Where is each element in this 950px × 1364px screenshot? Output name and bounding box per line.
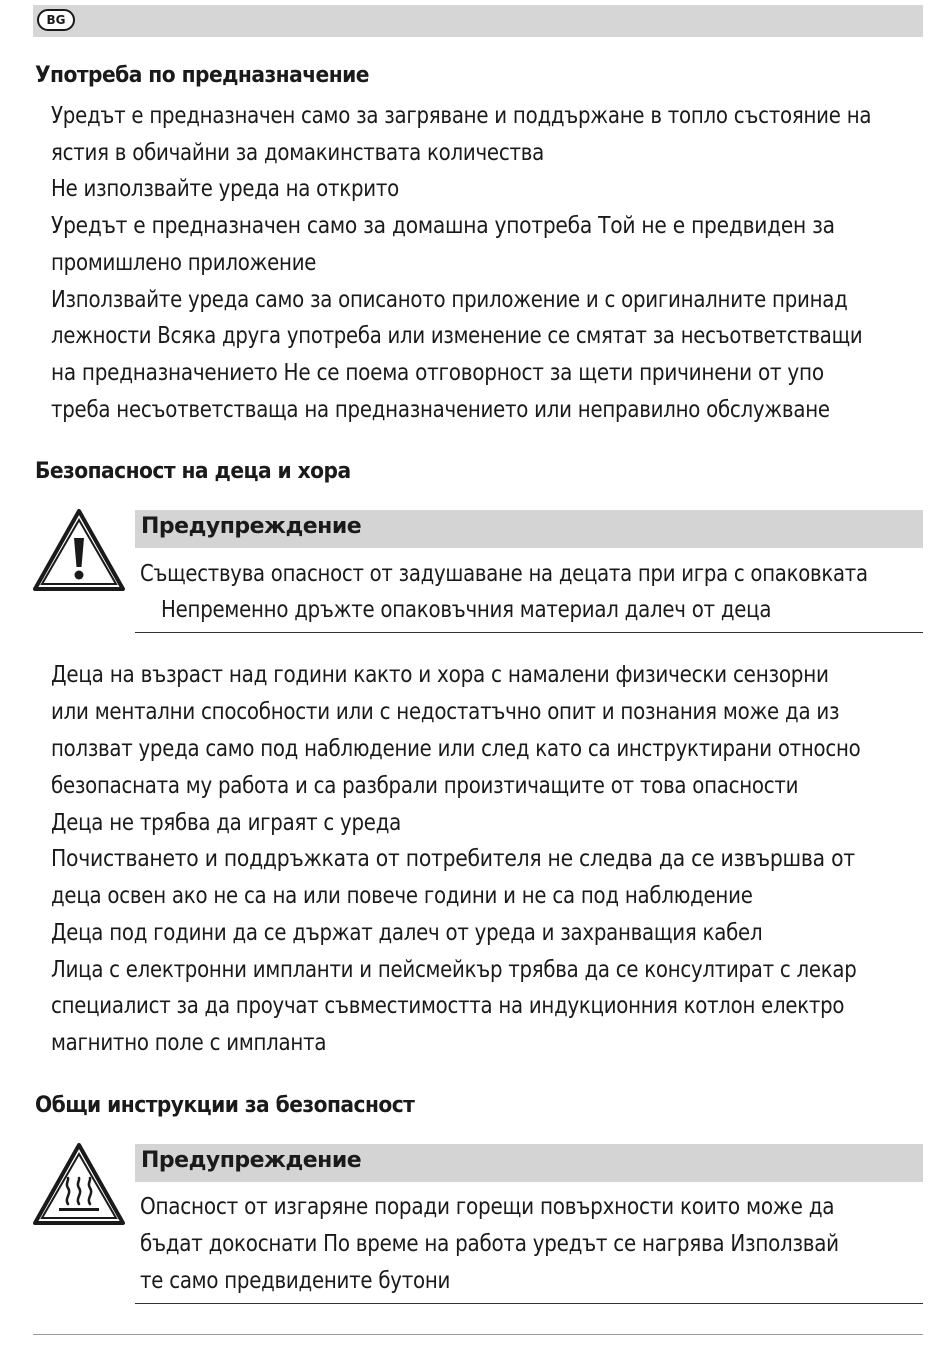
paragraph-line: Почистването и поддръжката от потребителя не следва да се извършва от — [51, 846, 855, 872]
paragraph-line: ястия в обичайни за домакинствата количества — [51, 140, 544, 166]
paragraph-line: Лица с електронни импланти и пейсмейкър трябва да се консултират с лекар — [51, 957, 857, 983]
paragraph-line: Използвайте уреда само за описаното приложение и с оригиналните принад — [51, 287, 848, 313]
warning-text-line: бъдат докоснати По време на работа уредът се нагрява Използвай — [140, 1231, 839, 1257]
paragraph-line: безопасната му работа и са разбрали произтичащите от това опасности — [51, 773, 799, 799]
hot-surface-icon — [32, 1142, 126, 1226]
section-title-general-safety: Общи инструкции за безопасност — [35, 1093, 415, 1118]
warning-text-line: Непременно дръжте опаковъчния материал далеч от деца — [161, 597, 772, 623]
warning-divider — [135, 1303, 923, 1304]
language-badge: BG — [37, 9, 75, 31]
warning-title: Предупреждение — [141, 1148, 362, 1173]
warning-triangle-icon — [32, 508, 126, 592]
paragraph-line: деца освен ако не са на или повече години и не са под наблюдение — [51, 883, 753, 909]
warning-title: Предупреждение — [141, 514, 362, 539]
paragraph-line: ползват уреда само под наблюдение или след като са инструктирани относно — [51, 736, 861, 762]
paragraph-line: Деца под години да се държат далеч от уреда и захранващия кабел — [51, 920, 763, 946]
paragraph-line: Не използвайте уреда на открито — [51, 176, 399, 202]
paragraph-line: специалист за да проучат съвместимостта на индукционния котлон електро — [51, 993, 845, 1019]
warning-text-line: Съществува опасност от задушаване на децата при игра с опаковката — [140, 561, 868, 587]
warning-header — [135, 510, 923, 548]
paragraph-line: Деца не трябва да играят с уреда — [51, 810, 401, 836]
section-title-intended-use: Употреба по предназначение — [35, 63, 369, 88]
warning-text-line: те само предвидените бутони — [140, 1268, 451, 1294]
paragraph-line: на предназначението Не се поема отговорност за щети причинени от упо — [51, 360, 824, 386]
warning-divider — [135, 632, 923, 633]
page-footer-divider — [33, 1334, 923, 1335]
paragraph-line: или ментални способности или с недостатъчно опит и познания може да из — [51, 699, 840, 725]
section-title-child-safety: Безопасност на деца и хора — [35, 459, 351, 484]
paragraph-line: Уредът е предназначен само за домашна употреба Той не е предвиден за — [51, 213, 835, 239]
paragraph-line: Деца на възраст над години както и хора с намалени физически сензорни — [51, 662, 829, 688]
paragraph-line: магнитно поле с импланта — [51, 1030, 327, 1056]
paragraph-line: лежности Всяка друга употреба или изменение се смятат за несъответстващи — [51, 323, 863, 349]
warning-text-line: Опасност от изгаряне поради горещи повърхности които може да — [140, 1194, 835, 1220]
paragraph-line: Уредът е предназначен само за загряване и поддържане в топло състояние на — [51, 103, 872, 129]
warning-header — [135, 1144, 923, 1182]
paragraph-line: промишлено приложение — [51, 250, 317, 276]
paragraph-line: треба несъответстваща на предназначението или неправилно обслужване — [51, 397, 830, 423]
header-bar — [33, 5, 923, 37]
